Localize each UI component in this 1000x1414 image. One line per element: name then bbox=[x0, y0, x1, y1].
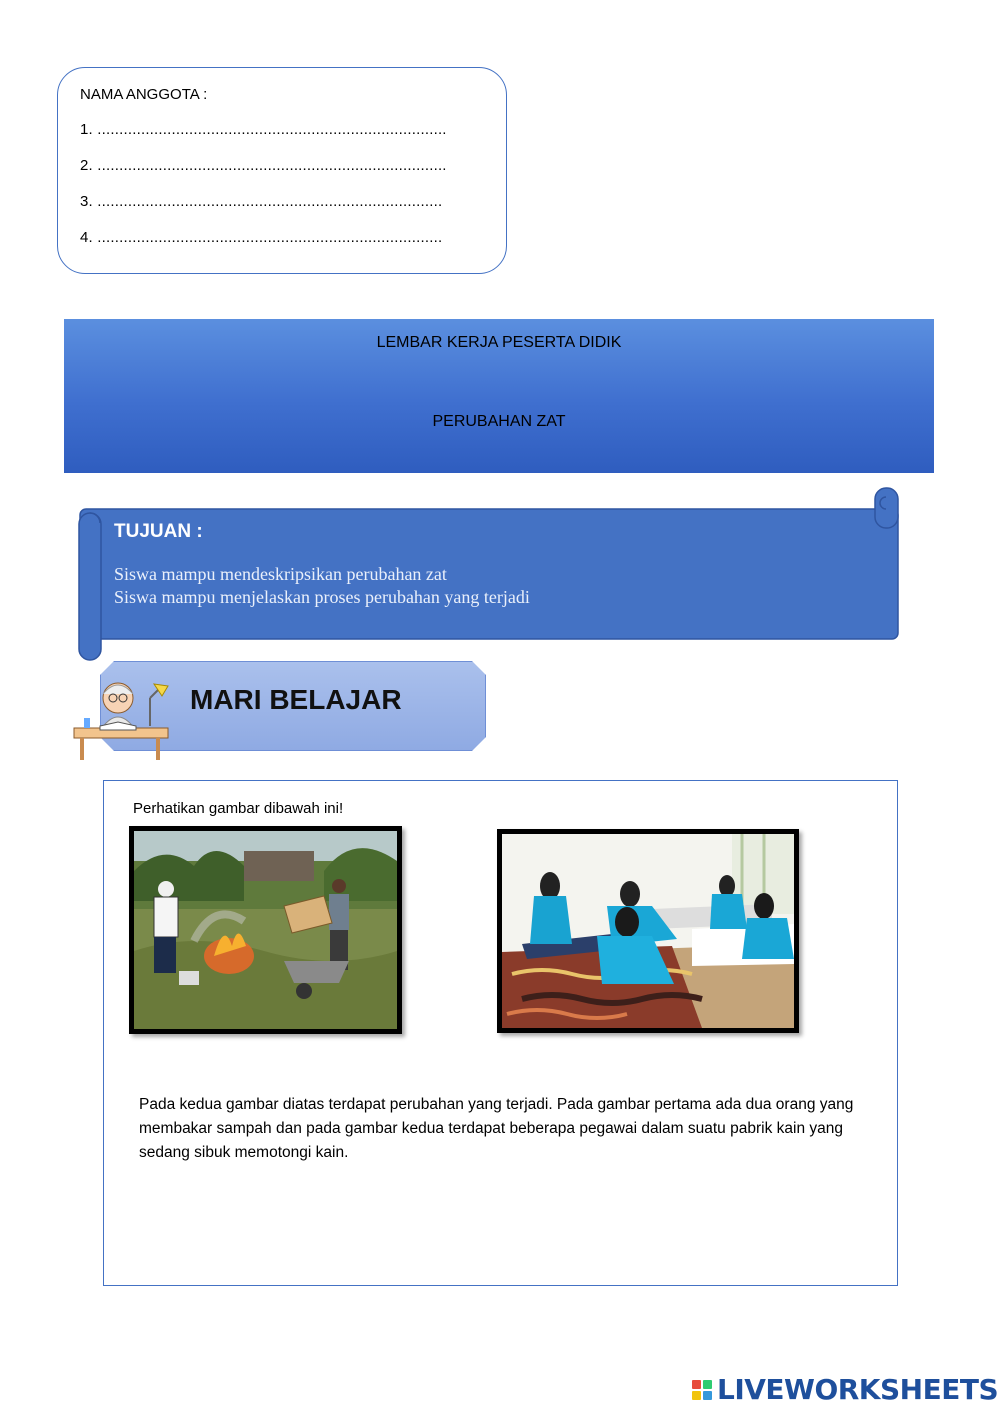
instruction-text: Perhatikan gambar dibawah ini! bbox=[133, 800, 344, 817]
member-line-3[interactable]: 3. ............................................................................... bbox=[80, 193, 443, 210]
objective-item-1: Siswa mampu mendeskripsikan perubahan zat bbox=[114, 564, 447, 584]
member-line-2[interactable]: 2. ................................................................................ bbox=[80, 157, 447, 174]
teacher-at-desk-icon bbox=[70, 668, 175, 763]
fabric-factory-photo bbox=[497, 829, 799, 1033]
member-line-4[interactable]: 4. ............................................................................... bbox=[80, 229, 443, 246]
objectives-list bbox=[114, 563, 530, 609]
logo-blocks-icon bbox=[692, 1380, 712, 1400]
section-title: MARI BELAJAR bbox=[190, 684, 402, 715]
member-label: NAMA ANGGOTA : bbox=[80, 86, 208, 103]
liveworksheets-logo[interactable] bbox=[692, 1373, 998, 1406]
burning-trash-illustration bbox=[134, 831, 397, 1029]
objective-item-2: Siswa mampu menjelaskan proses perubahan yang terjadi bbox=[114, 587, 530, 607]
worksheet-subtitle: PERUBAHAN ZAT bbox=[432, 413, 566, 430]
description-paragraph: Pada kedua gambar diatas terdapat perubahan yang terjadi. Pada gambar pertama ada dua orang yang membakar sampah dan pada gambar kedua terdapat beberapa pegawai dalam suatu pabrik kain yang sedang sibuk memotongi kain. bbox=[139, 1096, 854, 1161]
fabric-factory-illustration bbox=[502, 834, 794, 1028]
member-line-1[interactable]: 1. ................................................................................ bbox=[80, 121, 447, 138]
burning-trash-photo bbox=[129, 826, 402, 1034]
logo-wordmark: LIVEWORKSHEETS bbox=[717, 1373, 999, 1406]
worksheet-title: LEMBAR KERJA PESERTA DIDIK bbox=[376, 334, 622, 351]
member-names-box bbox=[57, 67, 507, 274]
objectives-scroll bbox=[78, 487, 900, 662]
objectives-label: TUJUAN : bbox=[114, 521, 203, 542]
